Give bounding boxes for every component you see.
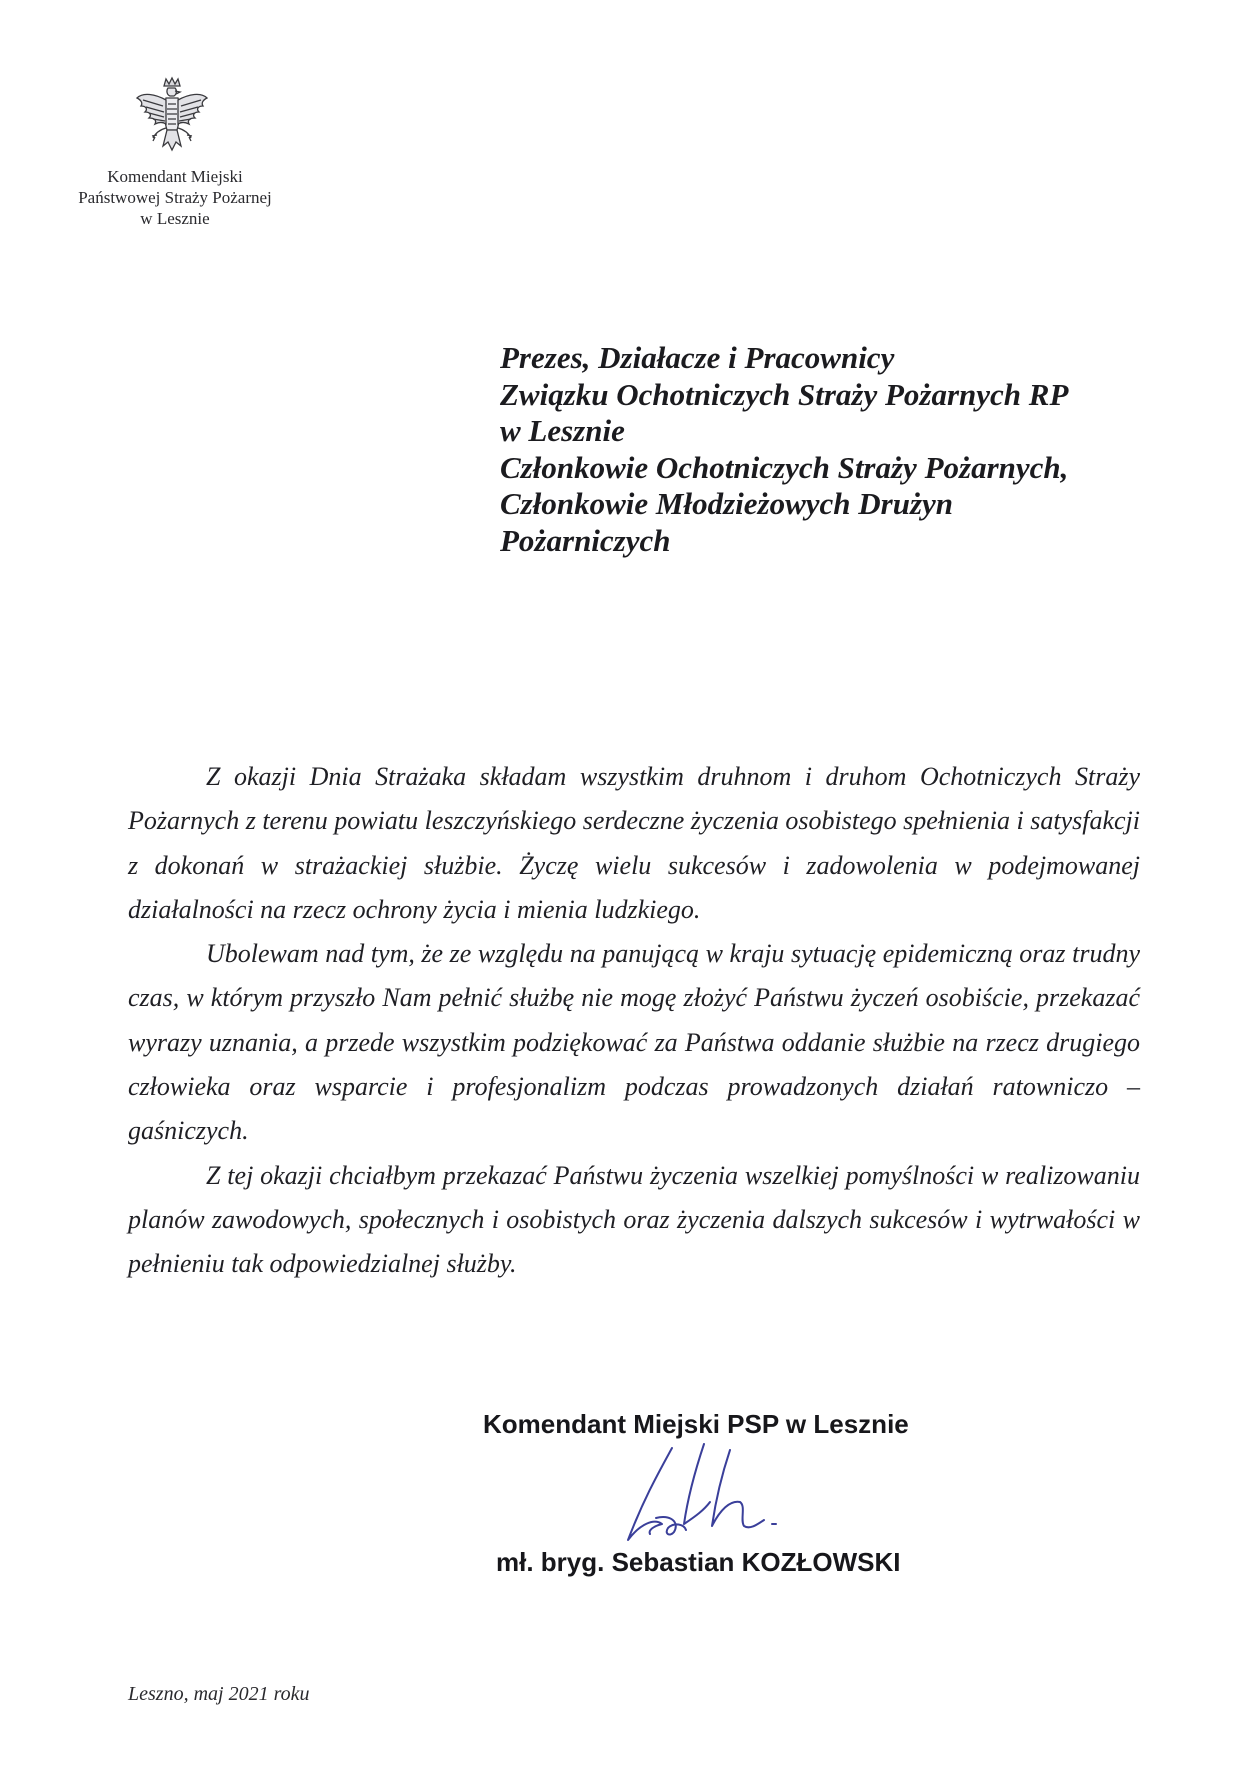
white-eagle-emblem-icon xyxy=(133,76,211,160)
body-paragraph: Z tej okazji chciałbym przekazać Państwu życzenia wszelkiej pomyślności w realizowaniu planów zawodowych, społecznych i osobistych oraz życzenia dalszych sukcesów i wytrwałości w pełnieniu tak odpowiedzialnej służby. xyxy=(128,1160,1140,1279)
issuer-block xyxy=(40,166,310,229)
addressee-line: Pożarniczych xyxy=(500,522,671,558)
signer-name: mł. bryg. Sebastian KOZŁOWSKI xyxy=(496,1547,901,1577)
body-paragraph: Ubolewam nad tym, że ze względu na panującą w kraju sytuację epidemiczną oraz trudny czas, w którym przyszło Nam pełnić służbę nie mogę złożyć Państwu życzeń osobiście, przekazać wyrazy uznania, a przede wszystkim podziękować za Państwa oddanie służbie na rzecz drugiego człowieka oraz wsparcie i profesjonalizm podczas prowadzonych działań ratowniczo – gaśniczych. xyxy=(128,939,1140,1146)
body-paragraph: Z okazji Dnia Strażaka składam wszystkim druhnom i druhom Ochotniczych Straży Pożarnych z terenu powiatu leszczyńskiego serdeczne życzenia osobistego spełnienia i satysfakcji z dokonań w strażackiej służbie. Życzę wielu sukcesów i zadowolenia w podejmowanej działalności na rzecz ochrony życia i mienia ludzkiego. xyxy=(128,762,1140,924)
place-date: Leszno, maj 2021 roku xyxy=(128,1683,310,1705)
addressee-line: Związku Ochotniczych Straży Pożarnych RP xyxy=(500,376,1069,412)
issuer-line-2: Państwowej Straży Pożarnej xyxy=(78,188,272,207)
signer-title: Komendant Miejski PSP w Lesznie xyxy=(483,1409,909,1439)
issuer-line-1: Komendant Miejski xyxy=(107,167,243,186)
addressee-line: Członkowie Młodzieżowych Drużyn xyxy=(500,486,954,521)
addressee-line: w Lesznie xyxy=(500,413,625,448)
addressee-block xyxy=(500,340,1200,559)
issuer-line-3: w Lesznie xyxy=(140,209,210,228)
addressee-line: Członkowie Ochotniczych Straży Pożarnych, xyxy=(500,449,1069,485)
letter-body xyxy=(128,755,1140,1287)
addressee-line: Prezes, Działacze i Pracownicy xyxy=(500,340,895,375)
handwritten-signature xyxy=(600,1440,840,1555)
